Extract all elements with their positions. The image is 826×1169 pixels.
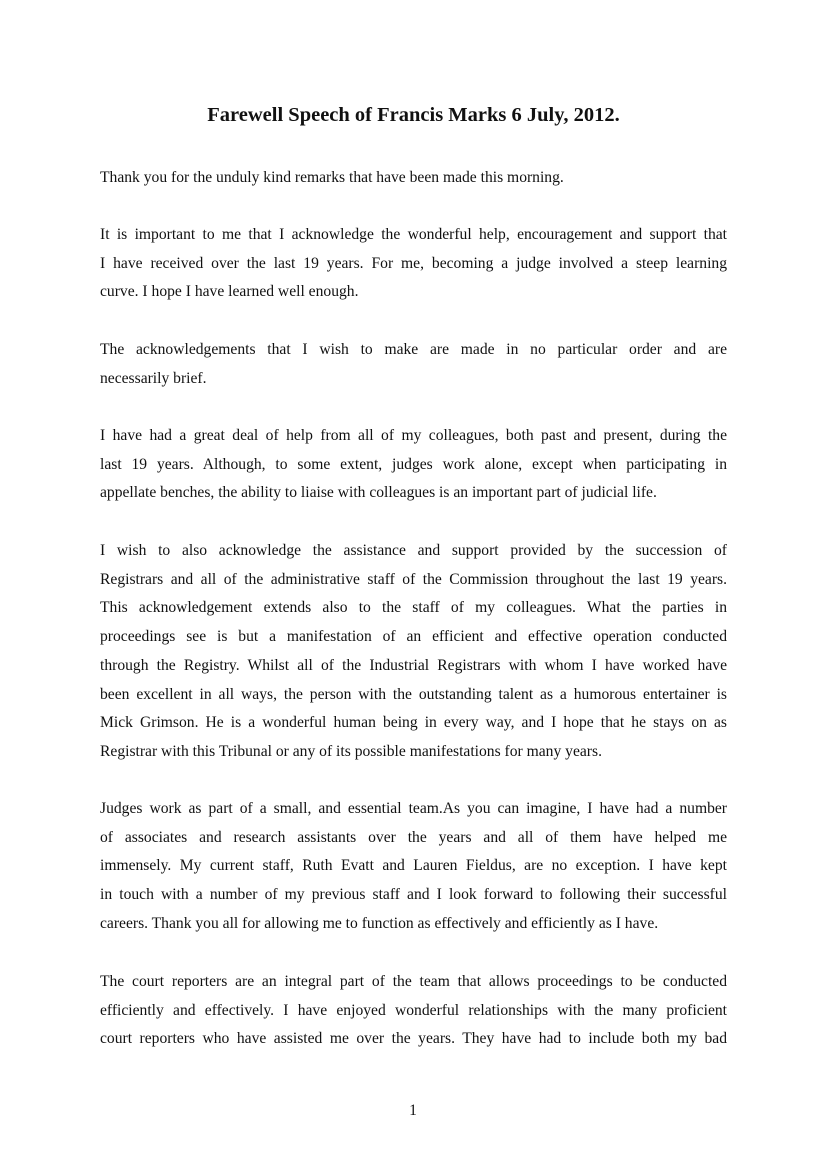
text-line: in touch with a number of my previous staff and I look forward to following their successful [100, 886, 727, 904]
text-line: last 19 years. Although, to some extent, judges work alone, except when participating in [100, 455, 727, 473]
text-line: It is important to me that I acknowledge the wonderful help, encouragement and support that [100, 226, 727, 243]
paragraph-colleagues [100, 422, 727, 508]
text-line: proceedings see is but a manifestation of an efficient and effective operation conducted [100, 628, 727, 646]
paragraph-acknowledge-help [100, 221, 727, 307]
paragraph-thanks [100, 164, 727, 193]
text-line: through the Registry. Whilst all of the Industrial Registrars with whom I have worked have [100, 656, 727, 674]
text-line: Registrar with this Tribunal or any of its possible manifestations for many years. [100, 742, 602, 760]
text-line: of associates and research assistants over the years and all of them have helped me [100, 828, 727, 846]
text-line: I have had a great deal of help from all of my colleagues, both past and present, during the [100, 427, 727, 444]
text-line: appellate benches, the ability to liaise with colleagues is an important part of judicial life. [100, 484, 657, 502]
page-number: 1 [409, 1102, 417, 1119]
text-line: Mick Grimson. He is a wonderful human being in every way, and I hope that he stays on as [100, 714, 727, 732]
text-line: been excellent in all ways, the person with the outstanding talent as a humorous entertainer is [100, 685, 727, 703]
paragraph-acknowledgements-order [100, 336, 727, 393]
text-line: The court reporters are an integral part of the team that allows proceedings to be conducted [100, 973, 727, 990]
text-line: Registrars and all of the administrative staff of the Commission throughout the last 19 years. [100, 570, 727, 588]
text-line: Judges work as part of a small, and essential team.As you can imagine, I have had a number [100, 800, 727, 817]
paragraph-team-staff [100, 795, 727, 939]
text-line: Thank you for the unduly kind remarks that have been made this morning. [100, 169, 564, 186]
text-line: efficiently and effectively. I have enjoyed wonderful relationships with the many proficient [100, 1001, 727, 1019]
document-title: Farewell Speech of Francis Marks 6 July, 2012. [207, 104, 620, 126]
text-line: court reporters who have assisted me over the years. They have had to include both my bad [100, 1030, 727, 1048]
text-line: I have received over the last 19 years. For me, becoming a judge involved a steep learning [100, 254, 727, 272]
text-line: I wish to also acknowledge the assistance and support provided by the succession of [100, 542, 727, 559]
text-line: necessarily brief. [100, 369, 207, 387]
paragraph-court-reporters [100, 968, 727, 1054]
paragraph-registrars [100, 537, 727, 767]
text-line: This acknowledgement extends also to the staff of my colleagues. What the parties in [100, 599, 727, 617]
text-line: careers. Thank you all for allowing me to function as effectively and efficiently as I have. [100, 914, 659, 932]
text-line: immensely. My current staff, Ruth Evatt and Lauren Fieldus, are no exception. I have kept [100, 857, 727, 875]
text-line: curve. I hope I have learned well enough. [100, 283, 359, 301]
text-line: The acknowledgements that I wish to make are made in no particular order and are [100, 341, 727, 358]
